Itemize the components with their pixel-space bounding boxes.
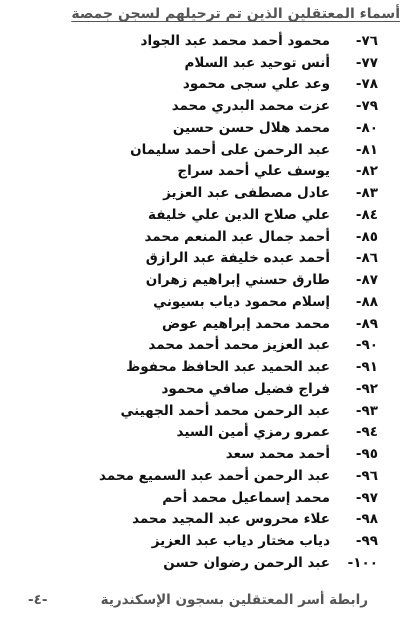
list-item-number: ٧٩- <box>355 98 378 115</box>
list-item-number: ٨١- <box>355 141 378 158</box>
list-item-name: عبد الرحمن رضوان حسن <box>163 554 330 571</box>
list-item-number: ٩١- <box>355 359 378 376</box>
list-item-number: ٩٢- <box>355 380 378 397</box>
list-item-number: ٩٦- <box>355 467 378 484</box>
list-item-number: ٩٣- <box>355 402 378 419</box>
list-item-name: عبد الرحمن أحمد عبد السميع محمد <box>99 467 330 484</box>
list-item-number: ٨٩- <box>355 315 378 332</box>
list-item-name: علي صلاح الدين علي خليفة <box>148 206 330 223</box>
list-item-number: ٨٥- <box>355 228 378 245</box>
list-item <box>18 509 378 531</box>
list-item-name: إسلام محمود دياب بسيوني <box>153 293 330 310</box>
list-item <box>18 269 378 291</box>
list-item <box>18 443 378 465</box>
list-item <box>18 95 378 117</box>
page-footer <box>28 592 368 608</box>
list-item-number: ٩٨- <box>355 511 378 528</box>
list-item-name: محمد هلال حسن حسين <box>172 119 330 136</box>
list-item-number: ٩٠- <box>355 337 378 354</box>
list-item-name: يوسف علي أحمد سراج <box>177 163 330 180</box>
list-item-name: أحمد جمال عبد المنعم محمد <box>144 228 330 245</box>
list-item-name: عبد الرحمن محمد أحمد الجهيني <box>120 402 330 419</box>
list-item <box>18 487 378 509</box>
list-item-name: محمد محمد إبراهيم عوض <box>162 315 330 332</box>
list-item-name: عادل مصطفى عبد العزيز <box>163 185 330 202</box>
detainee-list <box>18 30 378 574</box>
list-item <box>18 30 378 52</box>
list-item <box>18 52 378 74</box>
list-item-number: ٨٠- <box>355 119 378 136</box>
list-item <box>18 356 378 378</box>
list-item <box>18 117 378 139</box>
list-item-number: ٩٩- <box>355 533 378 550</box>
list-item-name: عبد العزيز محمد أحمد محمد <box>148 337 330 354</box>
list-item <box>18 161 378 183</box>
list-item-name: دياب مختار دياب عبد العزيز <box>151 533 330 550</box>
list-item <box>18 552 378 574</box>
list-item-name: عبد الحميد عبد الحافظ محفوظ <box>126 359 330 376</box>
list-item <box>18 182 378 204</box>
list-item-name: أحمد عبده خليفة عبد الرازق <box>145 250 330 267</box>
list-item-name: وعد علي سجى محمود <box>182 76 330 93</box>
list-item <box>18 226 378 248</box>
list-item-number: ٨٤- <box>355 206 378 223</box>
list-item <box>18 422 378 444</box>
footer-organization: رابطة أسر المعتقلين بسجون الإسكندرية <box>100 592 368 608</box>
list-item-name: عزت محمد البدري محمد <box>171 98 330 115</box>
list-item-name: فراج فضيل صافي محمود <box>161 380 330 397</box>
list-item-number: ٨٧- <box>355 272 378 289</box>
list-item-name: علاء محروس عبد المجيد محمد <box>132 511 330 528</box>
list-item <box>18 139 378 161</box>
list-item-name: أنس توحيد عبد السلام <box>184 54 330 71</box>
list-item-name: طارق حسني إبراهيم زهران <box>145 272 330 289</box>
list-item <box>18 530 378 552</box>
list-item <box>18 335 378 357</box>
list-item-number: ٨٨- <box>355 293 378 310</box>
list-item-number: ٩٥- <box>355 446 378 463</box>
list-item-number: ٩٤- <box>355 424 378 441</box>
list-item <box>18 465 378 487</box>
list-item-number: ٧٧- <box>355 54 378 71</box>
list-item <box>18 378 378 400</box>
list-item <box>18 400 378 422</box>
list-item-number: ٨٣- <box>355 185 378 202</box>
list-item-number: ١٠٠- <box>347 554 378 571</box>
list-item <box>18 204 378 226</box>
page-title: أسماء المعتقلين الذين تم ترحيلهم لسجن جمصة <box>71 6 400 22</box>
list-item-number: ٩٧- <box>355 489 378 506</box>
list-item <box>18 291 378 313</box>
list-item-number: ٧٨- <box>355 76 378 93</box>
list-item-name: محمود أحمد محمد عبد الجواد <box>140 32 330 49</box>
list-item <box>18 74 378 96</box>
list-item-name: عبد الرحمن على أحمد سليمان <box>130 141 330 158</box>
list-item-number: ٧٦- <box>355 32 378 49</box>
list-item-name: عمرو رمزي أمين السيد <box>176 424 330 441</box>
list-item-name: محمد إسماعيل محمد أحم <box>162 489 330 506</box>
list-item <box>18 313 378 335</box>
list-item-name: أحمد محمد سعد <box>225 446 330 463</box>
list-item-number: ٨٦- <box>355 250 378 267</box>
footer-page-number: -٤- <box>28 592 48 608</box>
list-item <box>18 248 378 270</box>
list-item-number: ٨٢- <box>355 163 378 180</box>
